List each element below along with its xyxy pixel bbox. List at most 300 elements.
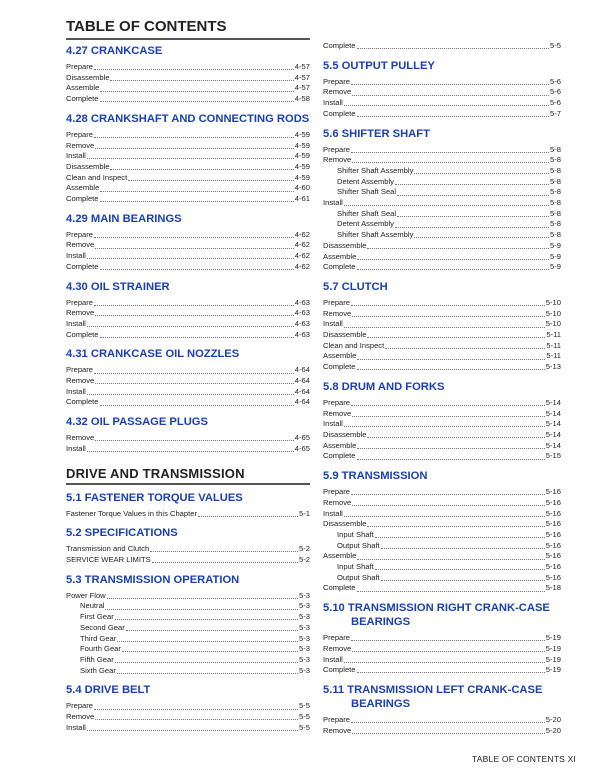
toc-entry[interactable] (66, 230, 310, 241)
toc-entry[interactable] (323, 573, 561, 584)
dot-leader (107, 598, 298, 599)
toc-entry-label: Shifter Shaft Seal (337, 208, 397, 218)
toc-entry-label: Complete (323, 262, 356, 272)
toc-entry-label: Disassemble (66, 161, 110, 171)
section-gap (323, 273, 561, 278)
section-heading[interactable]: 5.4 DRIVE BELT (66, 684, 151, 697)
left-column (66, 42, 310, 738)
toc-entry[interactable] (323, 319, 561, 330)
dot-leader (95, 383, 294, 384)
toc-entry[interactable] (323, 509, 561, 520)
toc-entry[interactable] (323, 530, 561, 541)
toc-entry[interactable] (66, 162, 310, 173)
toc-entry-page: 5-16 (545, 551, 561, 561)
dot-leader (95, 315, 294, 316)
toc-entry[interactable] (323, 487, 561, 498)
toc-entry[interactable] (323, 330, 561, 341)
section-gap (323, 676, 561, 681)
toc-entry-label: Disassemble (323, 429, 367, 439)
toc-entry[interactable] (66, 723, 310, 734)
toc-entry[interactable] (66, 666, 310, 677)
dot-leader (344, 205, 549, 206)
dot-leader (357, 591, 545, 592)
toc-entry-label: Prepare (323, 397, 351, 407)
toc-entry-page: 4-57 (294, 62, 310, 71)
dot-leader (375, 569, 545, 570)
dot-leader (87, 451, 294, 452)
toc-entry-label: Prepare (66, 297, 94, 307)
toc-entry-page: 5-5 (299, 722, 310, 732)
toc-entry-label: First Gear (80, 612, 114, 622)
toc-entry[interactable] (66, 308, 310, 319)
toc-entry-page: 4-64 (294, 386, 310, 396)
toc-entry[interactable] (66, 612, 310, 623)
toc-entry-page: 5-1 (299, 508, 310, 518)
dot-leader (367, 437, 544, 438)
toc-section (66, 212, 310, 278)
dot-leader (100, 101, 294, 102)
toc-entry-page: 4-61 (294, 194, 310, 204)
toc-entry[interactable] (323, 155, 561, 166)
toc-entry-label: Transmission and Clutch (66, 544, 150, 554)
toc-entry-label: Input Shaft (337, 529, 374, 539)
section-heading[interactable]: 4.32 OIL PASSAGE PLUGS (66, 416, 208, 429)
section-gap (66, 566, 310, 571)
toc-entry-label: Shifter Shaft Seal (337, 187, 397, 197)
toc-entry-label: Third Gear (80, 633, 117, 643)
toc-entry-page: 5-19 (545, 654, 561, 664)
toc-entry[interactable] (66, 173, 310, 184)
toc-entry-label: Output Shaft (337, 540, 380, 550)
toc-entry-label: Remove (66, 240, 95, 250)
dot-leader (87, 326, 294, 327)
right-column (323, 41, 561, 741)
toc-entry-page: 5-3 (299, 590, 310, 600)
toc-entry-page: 5-19 (545, 643, 561, 653)
toc-entry[interactable] (323, 109, 561, 120)
toc-entry[interactable] (66, 73, 310, 84)
dot-leader (351, 722, 545, 723)
toc-entry-label: Prepare (66, 365, 94, 375)
toc-entry[interactable] (323, 583, 561, 594)
toc-entry[interactable] (323, 519, 561, 530)
toc-entry-label: Install (66, 443, 86, 453)
toc-entry[interactable] (323, 241, 561, 252)
toc-section (323, 683, 561, 741)
section-heading[interactable]: 5.1 FASTENER TORQUE VALUES (66, 491, 243, 504)
toc-entry[interactable] (66, 62, 310, 73)
dot-leader (100, 405, 294, 406)
section-gap (66, 455, 310, 460)
toc-entry[interactable] (66, 251, 310, 262)
toc-entry[interactable] (66, 365, 310, 376)
toc-entry[interactable] (66, 141, 310, 152)
toc-entry-label: Install (323, 419, 343, 429)
toc-entry-label: Complete (323, 362, 356, 372)
dot-leader (105, 609, 298, 610)
toc-entry-page: 5-6 (550, 98, 561, 108)
toc-entry-label: Assemble (323, 440, 357, 450)
toc-section (66, 491, 310, 525)
dot-leader (150, 551, 298, 552)
dot-leader (352, 316, 545, 317)
toc-entry[interactable] (323, 298, 561, 309)
toc-entry[interactable] (66, 644, 310, 655)
section-gap (323, 120, 561, 125)
toc-entry-page: 4-62 (294, 240, 310, 250)
toc-entry[interactable] (323, 198, 561, 209)
section-heading[interactable]: 5.11 TRANSMISSION LEFT CRANK-CASE BEARINGS (323, 683, 543, 710)
dot-leader (367, 337, 545, 338)
toc-section (323, 127, 561, 278)
toc-entry[interactable] (66, 634, 310, 645)
dot-leader (95, 440, 294, 441)
toc-entry-page: 4-64 (294, 376, 310, 386)
toc-entry[interactable] (66, 130, 310, 141)
dot-leader (352, 95, 549, 96)
toc-entry-label: Remove (323, 87, 352, 97)
toc-entry-page: 5-8 (550, 155, 561, 165)
toc-entry-page: 4-59 (294, 172, 310, 182)
toc-entry[interactable] (323, 633, 561, 644)
toc-entry-page: 5-8 (550, 144, 561, 154)
toc-entry-label: Remove (66, 308, 95, 318)
toc-entry[interactable] (66, 655, 310, 666)
toc-entry-label: Complete (323, 108, 356, 118)
toc-entry-label: Remove (66, 433, 95, 443)
toc-entry-page: 5-3 (299, 654, 310, 664)
toc-entry-page: 5-8 (550, 219, 561, 229)
toc-entry-page: 5-14 (545, 419, 561, 429)
dot-leader (344, 327, 545, 328)
section-gap (66, 205, 310, 210)
toc-entry-label: Complete (66, 397, 99, 407)
toc-entry-label: Install (323, 654, 343, 664)
toc-entry-page: 4-64 (294, 397, 310, 407)
toc-entry-page: 5-6 (550, 76, 561, 86)
toc-section (66, 112, 310, 210)
dot-leader (95, 719, 298, 720)
toc-entry[interactable] (66, 330, 310, 341)
toc-entry[interactable] (323, 430, 561, 441)
toc-entry-label: Prepare (66, 229, 94, 239)
dot-leader (352, 651, 545, 652)
toc-entry[interactable] (66, 183, 310, 194)
toc-entry-label: Prepare (323, 714, 351, 724)
dot-leader (381, 548, 545, 549)
toc-entry-page: 5-16 (545, 572, 561, 582)
toc-entry[interactable] (66, 601, 310, 612)
toc-entry-label: Remove (323, 725, 352, 735)
dot-leader (395, 227, 549, 228)
dot-leader (117, 673, 298, 674)
toc-entry[interactable] (66, 298, 310, 309)
dot-leader (351, 640, 545, 641)
dot-leader (385, 348, 545, 349)
toc-entry-label: Complete (323, 41, 356, 50)
toc-entry-label: Fourth Gear (80, 644, 121, 654)
toc-entry-page: 4-64 (294, 365, 310, 375)
toc-entry-page: 4-58 (294, 94, 310, 104)
toc-entry[interactable] (323, 398, 561, 409)
toc-entry-label: Remove (323, 408, 352, 418)
dot-leader (381, 580, 545, 581)
toc-entry[interactable] (323, 562, 561, 573)
toc-entry-page: 4-57 (294, 72, 310, 82)
toc-entry[interactable] (66, 433, 310, 444)
toc-section (66, 573, 310, 682)
dot-leader (95, 148, 294, 149)
dot-leader (94, 69, 294, 70)
toc-entry-label: Prepare (323, 633, 351, 643)
section-gap (323, 373, 561, 378)
section-gap (66, 733, 310, 738)
toc-entry-page: 5-6 (550, 87, 561, 97)
toc-entry[interactable] (323, 219, 561, 230)
section-gap (323, 462, 561, 467)
section-gap (66, 340, 310, 345)
section-heading[interactable]: 5.5 OUTPUT PULLEY (323, 59, 435, 72)
toc-entry-page: 5-10 (545, 297, 561, 307)
toc-entry[interactable] (323, 498, 561, 509)
toc-entry-page: 5-8 (550, 176, 561, 186)
toc-entry-page: 5-19 (545, 633, 561, 643)
toc-entry[interactable] (323, 441, 561, 452)
dot-leader (115, 662, 298, 663)
section-heading[interactable]: 5.2 SPECIFICATIONS (66, 527, 178, 540)
toc-entry[interactable] (66, 701, 310, 712)
toc-entry-page: 5-3 (299, 622, 310, 632)
toc-entry[interactable] (323, 41, 561, 52)
toc-entry[interactable] (66, 194, 310, 205)
toc-entry-label: Remove (323, 155, 352, 165)
dot-leader (95, 248, 294, 249)
toc-entry[interactable] (323, 230, 561, 241)
toc-entry[interactable] (66, 544, 310, 555)
toc-entry[interactable] (66, 712, 310, 723)
toc-entry-page: 5-16 (545, 497, 561, 507)
toc-entry-label: Assemble (66, 83, 100, 93)
toc-entry[interactable] (66, 83, 310, 94)
toc-entry-page: 5-9 (550, 240, 561, 250)
toc-entry-page: 5-5 (299, 701, 310, 711)
toc-entry-label: Second Gear (80, 622, 125, 632)
toc-entry-page: 5-8 (550, 198, 561, 208)
section-heading[interactable]: 5.10 TRANSMISSION RIGHT CRANK-CASE BEARINGS (323, 602, 550, 629)
toc-entry[interactable] (323, 252, 561, 263)
toc-entry-page: 5-3 (299, 644, 310, 654)
toc-entry[interactable] (66, 240, 310, 251)
toc-entry[interactable] (323, 541, 561, 552)
toc-entry[interactable] (323, 309, 561, 320)
toc-entry[interactable] (323, 351, 561, 362)
toc-section (66, 415, 310, 459)
dot-leader (87, 158, 294, 159)
toc-entry[interactable] (323, 209, 561, 220)
toc-entry-page: 4-63 (294, 297, 310, 307)
toc-entry-label: Prepare (66, 129, 94, 139)
toc-entry-label: Complete (323, 451, 356, 461)
toc-entry[interactable] (323, 665, 561, 676)
dot-leader (351, 305, 545, 306)
dot-leader (367, 526, 544, 527)
dot-leader (128, 180, 294, 181)
toc-entry[interactable] (323, 341, 561, 352)
toc-entry-label: Prepare (323, 297, 351, 307)
toc-entry[interactable] (323, 715, 561, 726)
toc-entry[interactable] (323, 187, 561, 198)
toc-entry[interactable] (66, 151, 310, 162)
toc-section (66, 44, 310, 110)
toc-entry[interactable] (66, 94, 310, 105)
toc-entry-label: Remove (66, 140, 95, 150)
toc-entry[interactable] (323, 98, 561, 109)
toc-entry[interactable] (66, 591, 310, 602)
section-heading[interactable]: 5.3 TRANSMISSION OPERATION (66, 573, 240, 586)
section-gap (323, 594, 561, 599)
page-title: TABLE OF CONTENTS (66, 18, 227, 35)
toc-entry-page: 5-8 (550, 165, 561, 175)
section-heading[interactable]: 4.29 MAIN BEARINGS (66, 212, 182, 225)
toc-entry-label: Shifter Shaft Assembly (337, 165, 414, 175)
dot-leader (352, 733, 545, 734)
section-heading[interactable]: 5.6 SHIFTER SHAFT (323, 127, 430, 140)
toc-entry-label: Output Shaft (337, 572, 380, 582)
toc-entry[interactable] (323, 726, 561, 737)
toc-entry-page: 5-14 (545, 408, 561, 418)
toc-entry-page: 5-2 (299, 554, 310, 564)
toc-entry-page: 5-16 (545, 508, 561, 518)
toc-entry[interactable] (323, 362, 561, 373)
toc-entry-label: Power Flow (66, 590, 106, 600)
toc-entry[interactable] (66, 509, 310, 520)
toc-entry-page: 5-13 (545, 362, 561, 372)
toc-section (66, 347, 310, 413)
toc-entry-label: Complete (323, 665, 356, 675)
toc-entry-label: Install (66, 151, 86, 161)
toc-entry-page: 4-59 (294, 140, 310, 150)
section-heading[interactable]: 4.31 CRANKCASE OIL NOZZLES (66, 348, 240, 361)
toc-entry-label: Install (323, 198, 343, 208)
toc-entry-label: Clean and Inspect (323, 340, 385, 350)
toc-entry-label: Complete (66, 261, 99, 271)
section-heading[interactable]: 4.28 CRANKSHAFT AND CONNECTING RODS (66, 112, 310, 125)
dot-leader (110, 169, 293, 170)
toc-entry[interactable] (323, 451, 561, 462)
toc-entry[interactable] (66, 376, 310, 387)
toc-entry-label: Prepare (323, 76, 351, 86)
toc-entry[interactable] (323, 419, 561, 430)
dot-leader (367, 248, 549, 249)
dot-leader (357, 672, 545, 673)
toc-entry[interactable] (323, 145, 561, 156)
dot-leader (357, 269, 550, 270)
toc-entry[interactable] (66, 444, 310, 455)
toc-entry-page: 5-18 (545, 583, 561, 593)
dot-leader (94, 137, 294, 138)
toc-section (323, 380, 561, 467)
toc-entry-label: Assemble (66, 183, 100, 193)
toc-entry[interactable] (323, 409, 561, 420)
toc-entry-label: Install (66, 722, 86, 732)
toc-entry-label: Complete (66, 94, 99, 104)
toc-entry-page: 5-16 (545, 487, 561, 497)
toc-entry[interactable] (323, 87, 561, 98)
toc-entry-page: 5-9 (550, 251, 561, 261)
toc-section (66, 526, 310, 570)
toc-entry-label: Remove (323, 308, 352, 318)
toc-entry[interactable] (323, 77, 561, 88)
toc-entry[interactable] (66, 623, 310, 634)
dot-leader (100, 337, 294, 338)
toc-entry-label: Prepare (323, 487, 351, 497)
toc-entry[interactable] (323, 177, 561, 188)
toc-entry[interactable] (66, 555, 310, 566)
toc-entry-label: Disassemble (323, 330, 367, 340)
toc-entry-label: Assemble (323, 551, 357, 561)
toc-entry[interactable] (323, 551, 561, 562)
toc-entry[interactable] (323, 655, 561, 666)
dot-leader (357, 359, 545, 360)
section-heading[interactable]: 5.9 TRANSMISSION (323, 470, 428, 483)
toc-entry-page: 5-20 (545, 714, 561, 724)
dot-leader (344, 662, 545, 663)
toc-entry[interactable] (66, 397, 310, 408)
toc-entry-page: 4-62 (294, 251, 310, 261)
title-rule (66, 38, 310, 40)
section-heading[interactable]: 5.8 DRUM AND FORKS (323, 380, 445, 393)
toc-entry-page: 5-8 (550, 208, 561, 218)
toc-entry[interactable] (323, 262, 561, 273)
toc-entry[interactable] (66, 262, 310, 273)
toc-entry[interactable] (323, 644, 561, 655)
toc-entry-label: Disassemble (66, 72, 110, 82)
dot-leader (375, 537, 545, 538)
toc-entry-page: 4-65 (294, 433, 310, 443)
toc-entry-label: Install (323, 319, 343, 329)
section-gap (66, 676, 310, 681)
toc-entry[interactable] (323, 166, 561, 177)
dot-leader (344, 105, 549, 106)
dot-leader (87, 258, 294, 259)
toc-entry-label: Prepare (66, 701, 94, 711)
dot-leader (87, 394, 294, 395)
dot-leader (115, 619, 298, 620)
toc-entry-label: Complete (323, 583, 356, 593)
toc-entry-label: Complete (66, 329, 99, 339)
section-heading[interactable]: 4.27 CRANKCASE (66, 45, 163, 57)
toc-entry-label: Detent Assembly (337, 176, 394, 186)
toc-entry-page: 4-57 (294, 83, 310, 93)
toc-section (323, 41, 561, 57)
toc-entry-page: 5-14 (545, 397, 561, 407)
toc-entry-page: 4-60 (294, 183, 310, 193)
dot-leader (100, 191, 293, 192)
dot-leader (351, 494, 545, 495)
section-heading[interactable]: 5.7 CLUTCH (323, 280, 388, 293)
toc-entry[interactable] (66, 319, 310, 330)
left-sections-a (66, 44, 310, 460)
toc-entry-page: 5-5 (299, 712, 310, 722)
toc-section (66, 683, 310, 738)
section-heading[interactable]: 4.30 OIL STRAINER (66, 280, 170, 293)
dot-leader (94, 373, 294, 374)
toc-entry-page: 5-14 (545, 440, 561, 450)
toc-entry-label: Remove (323, 497, 352, 507)
toc-entry-page: 5-11 (546, 330, 561, 340)
toc-entry-label: Install (66, 251, 86, 261)
toc-entry[interactable] (66, 387, 310, 398)
